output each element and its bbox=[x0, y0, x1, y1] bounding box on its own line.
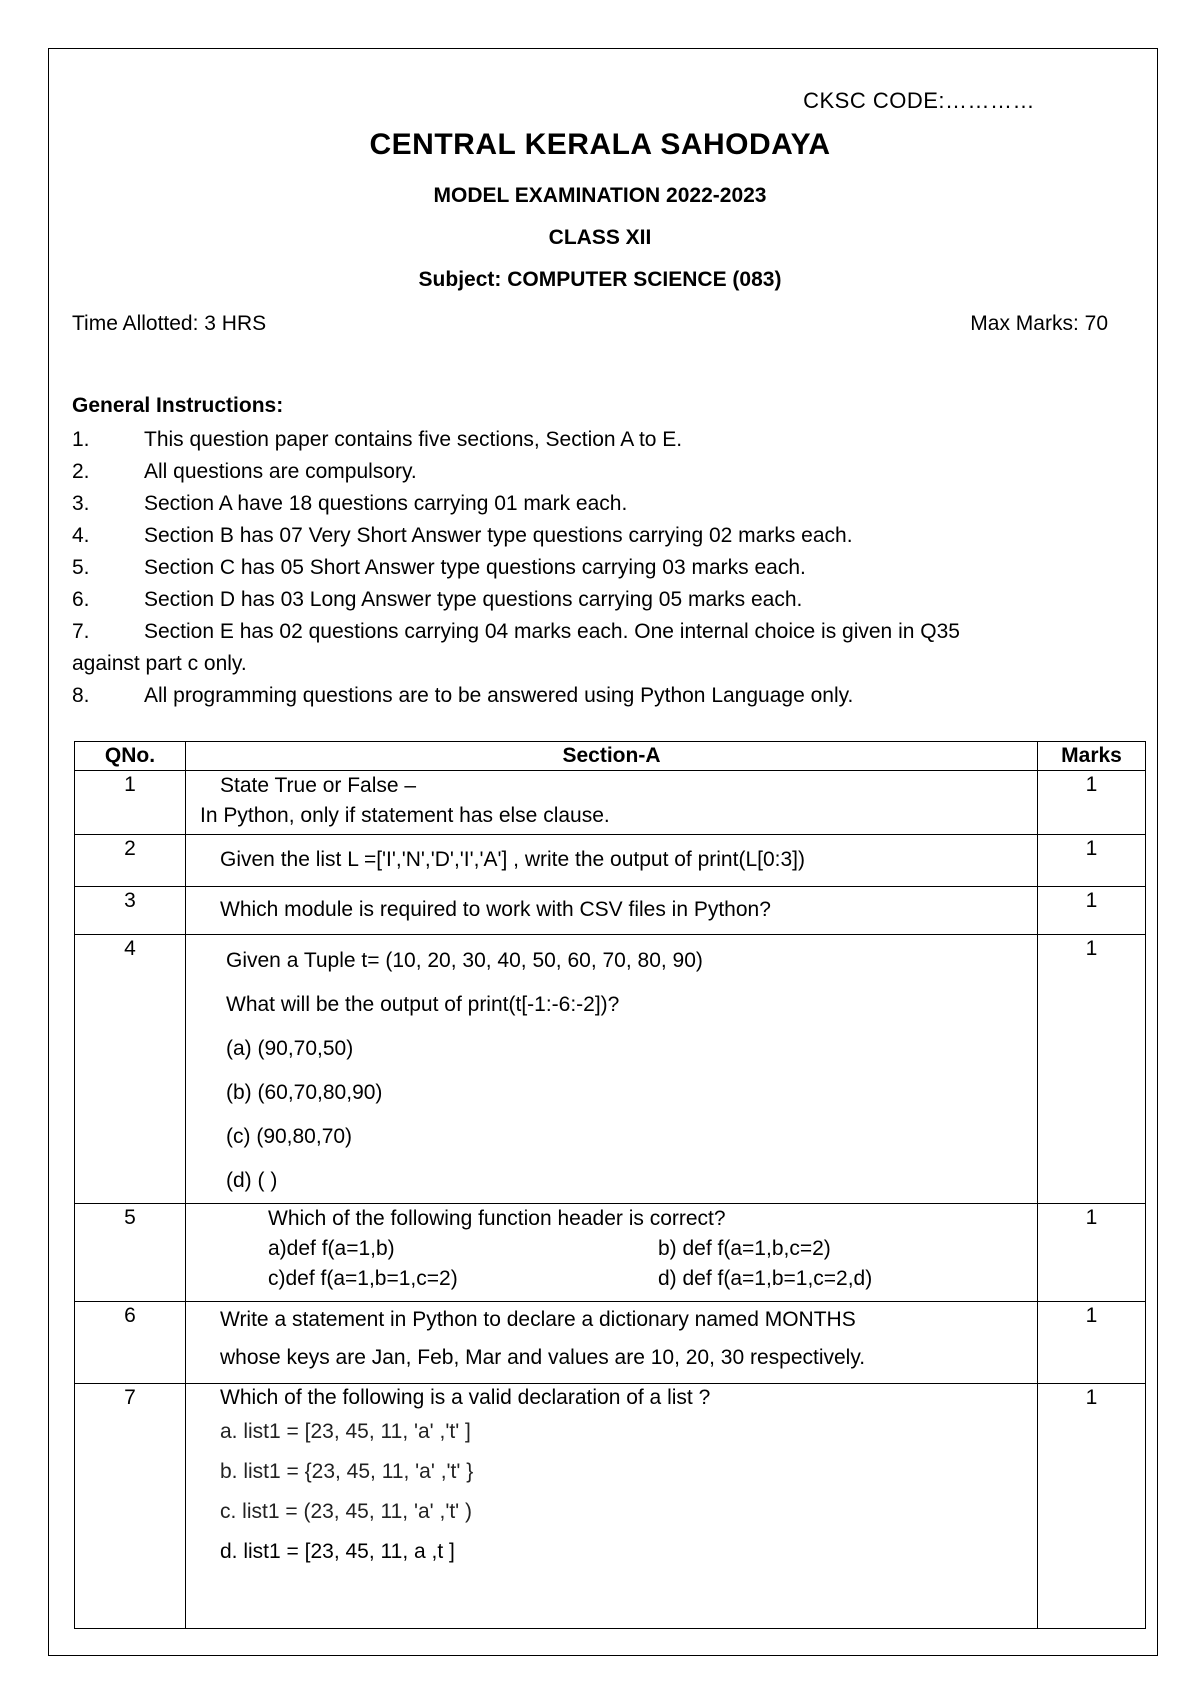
option-b: (b) (60,70,80,90) bbox=[226, 1081, 383, 1104]
question-text bbox=[186, 1302, 1038, 1384]
question-text bbox=[186, 887, 1038, 935]
table-row bbox=[75, 935, 1146, 1204]
question-text bbox=[186, 835, 1038, 887]
options-row bbox=[268, 1264, 1037, 1294]
instruction-number: 2. bbox=[72, 460, 90, 483]
question-marks: 1 bbox=[1038, 1204, 1146, 1302]
instruction-number: 3. bbox=[72, 492, 90, 515]
question-number: 7 bbox=[75, 1384, 186, 1629]
options-row bbox=[268, 1234, 1037, 1264]
question-number: 3 bbox=[75, 887, 186, 935]
question-number: 4 bbox=[75, 935, 186, 1204]
instruction-text: All questions are compulsory. bbox=[144, 460, 417, 483]
instruction-continuation: against part c only. bbox=[72, 652, 247, 675]
instruction-text: Section B has 07 Very Short Answer type questions carrying 02 marks each. bbox=[144, 524, 853, 547]
instruction-text: Section E has 02 questions carrying 04 marks each. One internal choice is given in Q35 bbox=[144, 620, 960, 643]
table-row bbox=[75, 887, 1146, 935]
instruction-number: 8. bbox=[72, 684, 90, 707]
question-marks: 1 bbox=[1038, 887, 1146, 935]
instruction-item bbox=[72, 552, 1132, 584]
question-marks: 1 bbox=[1038, 835, 1146, 887]
question-text bbox=[186, 771, 1038, 835]
cksc-code: CKSC CODE:………… bbox=[803, 88, 1035, 113]
page-title: CENTRAL KERALA SAHODAYA bbox=[369, 128, 831, 161]
question-line: Which module is required to work with CSV files in Python? bbox=[220, 898, 771, 921]
option-c: c)def f(a=1,b=1,c=2) bbox=[268, 1267, 458, 1290]
option-b: b. list1 = {23, 45, 11, 'a' ,'t' } bbox=[220, 1460, 474, 1483]
instruction-text: Section C has 05 Short Answer type questions carrying 03 marks each. bbox=[144, 556, 806, 579]
table-row bbox=[75, 1302, 1146, 1384]
instruction-number: 6. bbox=[72, 588, 90, 611]
instructions-list bbox=[72, 424, 1132, 712]
instruction-number: 4. bbox=[72, 524, 90, 547]
option-d: d) def f(a=1,b=1,c=2,d) bbox=[658, 1267, 873, 1290]
instruction-item bbox=[72, 488, 1132, 520]
question-marks: 1 bbox=[1038, 771, 1146, 835]
option-b: b) def f(a=1,b,c=2) bbox=[658, 1237, 831, 1260]
subject-name: Subject: COMPUTER SCIENCE (083) bbox=[418, 268, 782, 291]
question-line: What will be the output of print(t[-1:-6:-2])? bbox=[226, 993, 620, 1016]
table-row bbox=[75, 771, 1146, 835]
question-number: 6 bbox=[75, 1302, 186, 1384]
option-d: (d) ( ) bbox=[226, 1169, 278, 1192]
instruction-item bbox=[72, 424, 1132, 456]
instruction-item bbox=[72, 584, 1132, 616]
question-line: In Python, only if statement has else clause. bbox=[200, 804, 610, 827]
question-table bbox=[74, 741, 1146, 1629]
question-number: 5 bbox=[75, 1204, 186, 1302]
instructions-heading: General Instructions: bbox=[72, 394, 284, 417]
instruction-item bbox=[72, 680, 1132, 712]
question-line: whose keys are Jan, Feb, Mar and values are 10, 20, 30 respectively. bbox=[220, 1346, 866, 1369]
instruction-text: Section A have 18 questions carrying 01 mark each. bbox=[144, 492, 628, 515]
table-row bbox=[75, 1204, 1146, 1302]
question-text bbox=[186, 1384, 1038, 1629]
instruction-number: 7. bbox=[72, 620, 90, 643]
instruction-text: All programming questions are to be answered using Python Language only. bbox=[144, 684, 854, 707]
option-a: a. list1 = [23, 45, 11, 'a' ,'t' ] bbox=[220, 1420, 471, 1443]
question-number: 2 bbox=[75, 835, 186, 887]
question-line: Given a Tuple t= (10, 20, 30, 40, 50, 60, 70, 80, 90) bbox=[226, 949, 703, 972]
option-a: (a) (90,70,50) bbox=[226, 1037, 354, 1060]
table-row bbox=[75, 835, 1146, 887]
table-header-row bbox=[75, 742, 1146, 771]
option-a: a)def f(a=1,b) bbox=[268, 1237, 395, 1260]
question-line: Given the list L =['I','N','D','I','A'] , write the output of print(L[0:3]) bbox=[220, 848, 805, 871]
instruction-text: This question paper contains five sections, Section A to E. bbox=[144, 428, 683, 451]
exam-name: MODEL EXAMINATION 2022-2023 bbox=[433, 184, 767, 207]
question-marks: 1 bbox=[1038, 1302, 1146, 1384]
question-line: Write a statement in Python to declare a dictionary named MONTHS bbox=[220, 1308, 856, 1331]
instruction-text: Section D has 03 Long Answer type questions carrying 05 marks each. bbox=[144, 588, 803, 611]
option-c: c. list1 = (23, 45, 11, 'a' ,'t' ) bbox=[220, 1500, 473, 1523]
instruction-item bbox=[72, 456, 1132, 488]
instruction-item bbox=[72, 616, 1132, 648]
table-row bbox=[75, 1384, 1146, 1629]
question-text bbox=[186, 935, 1038, 1204]
option-d: d. list1 = [23, 45, 11, a ,t ] bbox=[220, 1540, 455, 1563]
header-qno: QNo. bbox=[75, 742, 186, 771]
question-text bbox=[186, 1204, 1038, 1302]
time-allotted: Time Allotted: 3 HRS bbox=[72, 312, 267, 335]
question-line: Which of the following is a valid declaration of a list ? bbox=[220, 1386, 711, 1409]
instruction-item bbox=[72, 520, 1132, 552]
instruction-number: 5. bbox=[72, 556, 90, 579]
question-marks: 1 bbox=[1038, 1384, 1146, 1629]
header-marks: Marks bbox=[1038, 742, 1146, 771]
class-name: CLASS XII bbox=[548, 226, 652, 249]
instruction-number: 1. bbox=[72, 428, 90, 451]
question-marks: 1 bbox=[1038, 935, 1146, 1204]
option-c: (c) (90,80,70) bbox=[226, 1125, 353, 1148]
question-line: State True or False – bbox=[220, 774, 417, 797]
question-number: 1 bbox=[75, 771, 186, 835]
header-section: Section-A bbox=[186, 742, 1038, 771]
max-marks: Max Marks: 70 bbox=[970, 312, 1108, 335]
question-line: Which of the following function header is correct? bbox=[268, 1207, 726, 1230]
